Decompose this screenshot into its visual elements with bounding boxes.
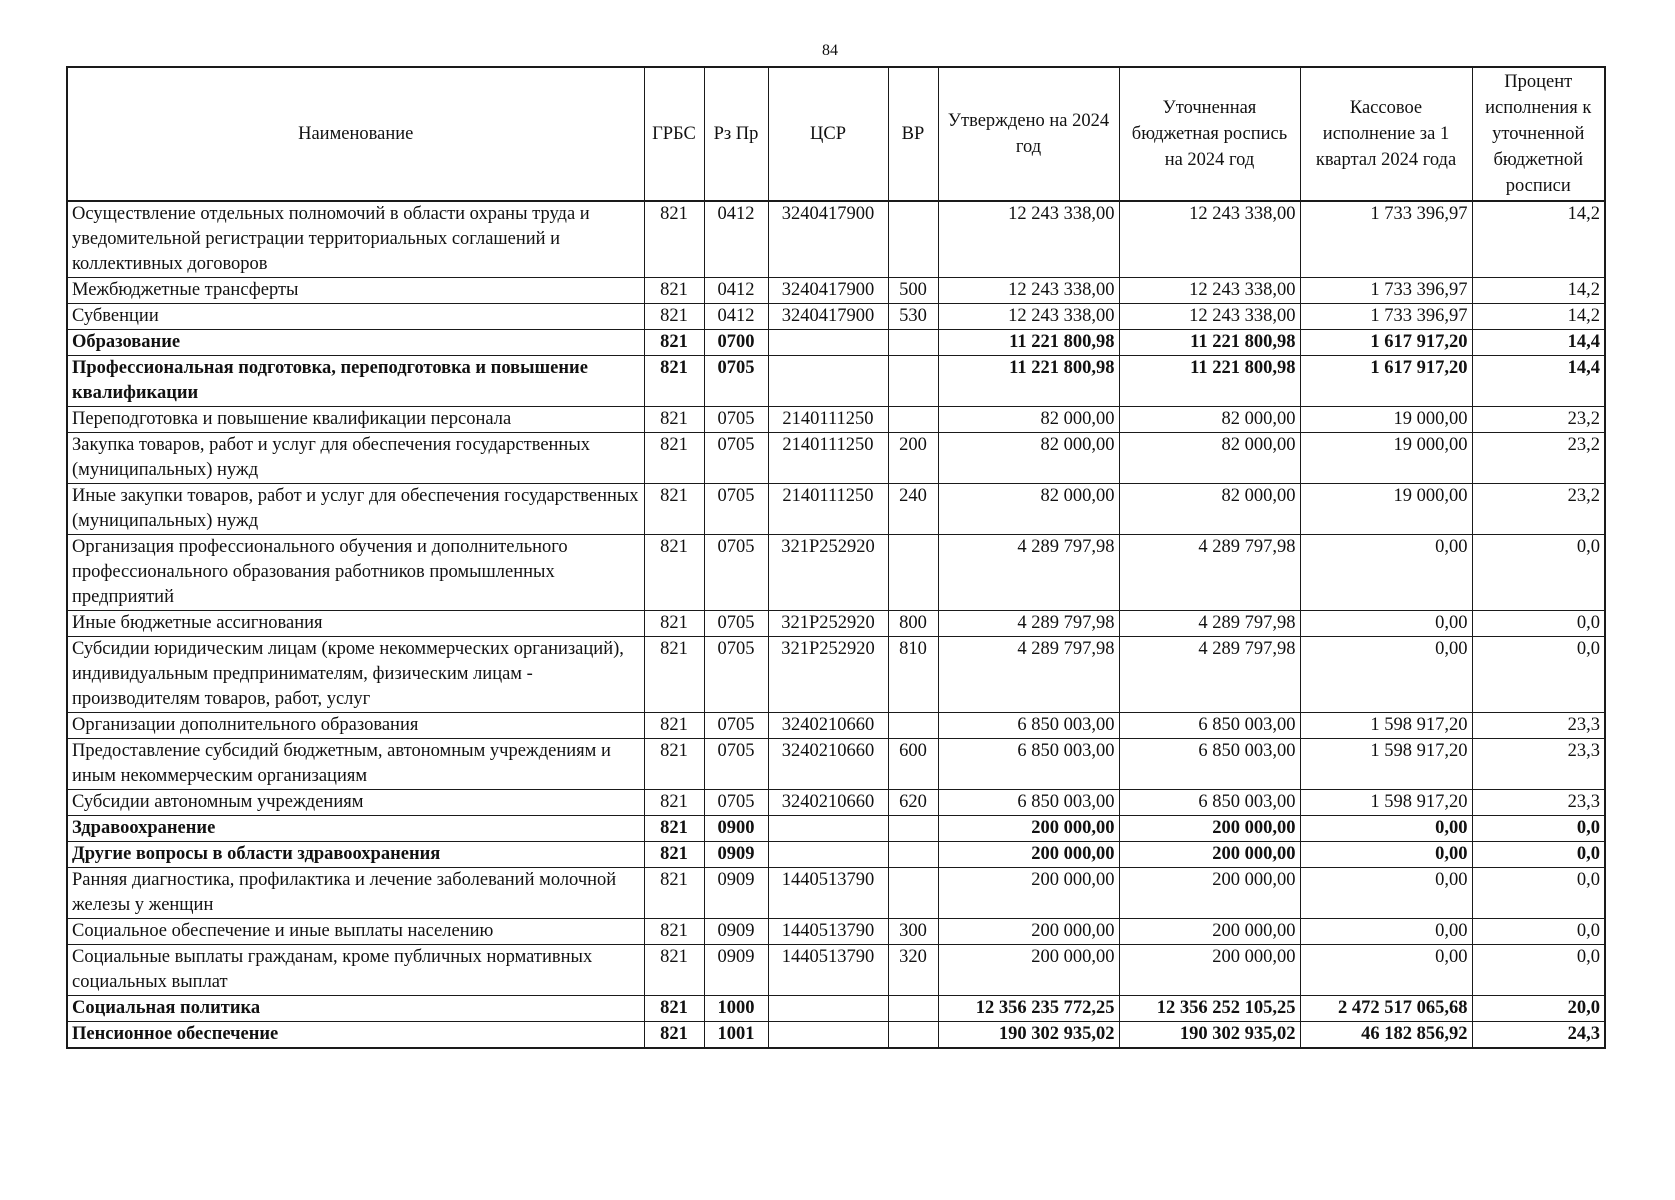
cell-csr: 321P252920 bbox=[768, 535, 888, 611]
cell-refined: 6 850 003,00 bbox=[1119, 790, 1300, 816]
cell-csr: 3240417900 bbox=[768, 304, 888, 330]
header-percent: Процент исполнения к уточненной бюджетной росписи bbox=[1472, 67, 1605, 201]
cell-percent: 14,2 bbox=[1472, 201, 1605, 278]
cell-csr: 321P252920 bbox=[768, 611, 888, 637]
cell-grbs: 821 bbox=[644, 278, 704, 304]
cell-percent: 23,3 bbox=[1472, 713, 1605, 739]
cell-grbs: 821 bbox=[644, 637, 704, 713]
table-body bbox=[67, 201, 1605, 1048]
cell-name: Иные бюджетные ассигнования bbox=[67, 611, 644, 637]
cell-grbs: 821 bbox=[644, 790, 704, 816]
cell-grbs: 821 bbox=[644, 996, 704, 1022]
table-header-row bbox=[67, 67, 1605, 201]
cell-csr bbox=[768, 996, 888, 1022]
cell-grbs: 821 bbox=[644, 945, 704, 996]
cell-vr bbox=[888, 868, 938, 919]
cell-approved: 12 356 235 772,25 bbox=[938, 996, 1119, 1022]
cell-csr: 3240417900 bbox=[768, 278, 888, 304]
cell-refined: 6 850 003,00 bbox=[1119, 739, 1300, 790]
cell-cash: 1 598 917,20 bbox=[1300, 713, 1472, 739]
cell-grbs: 821 bbox=[644, 484, 704, 535]
cell-name: Субсидии автономным учреждениям bbox=[67, 790, 644, 816]
table-row bbox=[67, 868, 1605, 919]
header-grbs: ГРБС bbox=[644, 67, 704, 201]
cell-csr: 321P252920 bbox=[768, 637, 888, 713]
cell-refined: 190 302 935,02 bbox=[1119, 1022, 1300, 1049]
cell-rzpr: 0412 bbox=[704, 304, 768, 330]
cell-refined: 200 000,00 bbox=[1119, 945, 1300, 996]
cell-cash: 19 000,00 bbox=[1300, 407, 1472, 433]
table-row bbox=[67, 739, 1605, 790]
cell-vr: 300 bbox=[888, 919, 938, 945]
cell-name: Субвенции bbox=[67, 304, 644, 330]
table-row bbox=[67, 816, 1605, 842]
cell-grbs: 821 bbox=[644, 330, 704, 356]
cell-cash: 0,00 bbox=[1300, 842, 1472, 868]
cell-rzpr: 0909 bbox=[704, 842, 768, 868]
cell-percent: 23,3 bbox=[1472, 790, 1605, 816]
cell-rzpr: 0909 bbox=[704, 945, 768, 996]
cell-cash: 0,00 bbox=[1300, 637, 1472, 713]
cell-approved: 12 243 338,00 bbox=[938, 304, 1119, 330]
table-row bbox=[67, 356, 1605, 407]
table-row bbox=[67, 919, 1605, 945]
cell-rzpr: 0909 bbox=[704, 919, 768, 945]
cell-percent: 20,0 bbox=[1472, 996, 1605, 1022]
cell-csr bbox=[768, 356, 888, 407]
cell-percent: 0,0 bbox=[1472, 945, 1605, 996]
cell-refined: 200 000,00 bbox=[1119, 842, 1300, 868]
cell-rzpr: 0705 bbox=[704, 535, 768, 611]
cell-refined: 200 000,00 bbox=[1119, 868, 1300, 919]
cell-approved: 4 289 797,98 bbox=[938, 637, 1119, 713]
cell-name: Образование bbox=[67, 330, 644, 356]
cell-percent: 14,4 bbox=[1472, 330, 1605, 356]
cell-vr bbox=[888, 713, 938, 739]
cell-grbs: 821 bbox=[644, 842, 704, 868]
cell-cash: 1 598 917,20 bbox=[1300, 739, 1472, 790]
cell-vr: 620 bbox=[888, 790, 938, 816]
cell-name: Другие вопросы в области здравоохранения bbox=[67, 842, 644, 868]
cell-name: Предоставление субсидий бюджетным, автономным учреждениям и иным некоммерческим организациям bbox=[67, 739, 644, 790]
cell-csr bbox=[768, 1022, 888, 1049]
cell-refined: 12 243 338,00 bbox=[1119, 201, 1300, 278]
cell-name: Закупка товаров, работ и услуг для обеспечения государственных (муниципальных) нужд bbox=[67, 433, 644, 484]
cell-csr: 1440513790 bbox=[768, 945, 888, 996]
cell-approved: 11 221 800,98 bbox=[938, 330, 1119, 356]
cell-name: Профессиональная подготовка, переподготовка и повышение квалификации bbox=[67, 356, 644, 407]
cell-percent: 0,0 bbox=[1472, 842, 1605, 868]
cell-rzpr: 0700 bbox=[704, 330, 768, 356]
cell-grbs: 821 bbox=[644, 919, 704, 945]
cell-cash: 1 733 396,97 bbox=[1300, 278, 1472, 304]
cell-refined: 6 850 003,00 bbox=[1119, 713, 1300, 739]
cell-vr bbox=[888, 535, 938, 611]
cell-cash: 1 598 917,20 bbox=[1300, 790, 1472, 816]
header-vr: ВР bbox=[888, 67, 938, 201]
cell-name: Межбюджетные трансферты bbox=[67, 278, 644, 304]
cell-name: Переподготовка и повышение квалификации персонала bbox=[67, 407, 644, 433]
cell-vr bbox=[888, 201, 938, 278]
cell-cash: 0,00 bbox=[1300, 816, 1472, 842]
cell-vr: 810 bbox=[888, 637, 938, 713]
cell-percent: 23,2 bbox=[1472, 433, 1605, 484]
cell-vr bbox=[888, 842, 938, 868]
cell-grbs: 821 bbox=[644, 816, 704, 842]
cell-grbs: 821 bbox=[644, 407, 704, 433]
cell-vr: 530 bbox=[888, 304, 938, 330]
cell-percent: 0,0 bbox=[1472, 816, 1605, 842]
cell-cash: 46 182 856,92 bbox=[1300, 1022, 1472, 1049]
cell-rzpr: 0705 bbox=[704, 407, 768, 433]
cell-name: Субсидии юридическим лицам (кроме некоммерческих организаций), индивидуальным предпринимателям, физическим лицам - производителям товаров, работ, услуг bbox=[67, 637, 644, 713]
cell-percent: 23,3 bbox=[1472, 739, 1605, 790]
cell-grbs: 821 bbox=[644, 713, 704, 739]
cell-refined: 4 289 797,98 bbox=[1119, 611, 1300, 637]
cell-vr: 320 bbox=[888, 945, 938, 996]
cell-approved: 200 000,00 bbox=[938, 919, 1119, 945]
cell-percent: 14,2 bbox=[1472, 278, 1605, 304]
table-row bbox=[67, 278, 1605, 304]
cell-name: Ранняя диагностика, профилактика и лечение заболеваний молочной железы у женщин bbox=[67, 868, 644, 919]
cell-vr bbox=[888, 816, 938, 842]
cell-percent: 0,0 bbox=[1472, 919, 1605, 945]
budget-table bbox=[66, 66, 1606, 1049]
cell-cash: 0,00 bbox=[1300, 868, 1472, 919]
cell-approved: 200 000,00 bbox=[938, 868, 1119, 919]
cell-grbs: 821 bbox=[644, 868, 704, 919]
cell-percent: 14,2 bbox=[1472, 304, 1605, 330]
cell-rzpr: 0705 bbox=[704, 790, 768, 816]
cell-rzpr: 1001 bbox=[704, 1022, 768, 1049]
cell-grbs: 821 bbox=[644, 304, 704, 330]
cell-name: Социальная политика bbox=[67, 996, 644, 1022]
cell-percent: 23,2 bbox=[1472, 407, 1605, 433]
cell-refined: 82 000,00 bbox=[1119, 484, 1300, 535]
cell-csr bbox=[768, 330, 888, 356]
cell-refined: 12 243 338,00 bbox=[1119, 278, 1300, 304]
cell-csr: 3240417900 bbox=[768, 201, 888, 278]
cell-name: Социальное обеспечение и иные выплаты населению bbox=[67, 919, 644, 945]
header-rzpr: Рз Пр bbox=[704, 67, 768, 201]
cell-name: Организация профессионального обучения и дополнительного профессионального образования работников промышленных предприятий bbox=[67, 535, 644, 611]
cell-rzpr: 0705 bbox=[704, 637, 768, 713]
cell-vr: 800 bbox=[888, 611, 938, 637]
cell-csr: 2140111250 bbox=[768, 433, 888, 484]
cell-refined: 4 289 797,98 bbox=[1119, 535, 1300, 611]
cell-grbs: 821 bbox=[644, 433, 704, 484]
cell-refined: 12 356 252 105,25 bbox=[1119, 996, 1300, 1022]
cell-percent: 0,0 bbox=[1472, 637, 1605, 713]
cell-refined: 12 243 338,00 bbox=[1119, 304, 1300, 330]
table-row bbox=[67, 330, 1605, 356]
table-row bbox=[67, 996, 1605, 1022]
cell-rzpr: 0900 bbox=[704, 816, 768, 842]
cell-approved: 6 850 003,00 bbox=[938, 739, 1119, 790]
cell-vr: 600 bbox=[888, 739, 938, 790]
table-row bbox=[67, 1022, 1605, 1049]
cell-cash: 19 000,00 bbox=[1300, 484, 1472, 535]
cell-csr: 3240210660 bbox=[768, 713, 888, 739]
header-approved: Утверждено на 2024 год bbox=[938, 67, 1119, 201]
table-row bbox=[67, 713, 1605, 739]
cell-rzpr: 0705 bbox=[704, 739, 768, 790]
cell-name: Социальные выплаты гражданам, кроме публичных нормативных социальных выплат bbox=[67, 945, 644, 996]
cell-refined: 200 000,00 bbox=[1119, 816, 1300, 842]
cell-rzpr: 1000 bbox=[704, 996, 768, 1022]
header-cash: Кассовое исполнение за 1 квартал 2024 года bbox=[1300, 67, 1472, 201]
cell-rzpr: 0705 bbox=[704, 484, 768, 535]
cell-approved: 200 000,00 bbox=[938, 945, 1119, 996]
table-row bbox=[67, 637, 1605, 713]
cell-csr: 1440513790 bbox=[768, 868, 888, 919]
table-row bbox=[67, 611, 1605, 637]
cell-percent: 0,0 bbox=[1472, 868, 1605, 919]
cell-name: Здравоохранение bbox=[67, 816, 644, 842]
cell-refined: 200 000,00 bbox=[1119, 919, 1300, 945]
cell-approved: 82 000,00 bbox=[938, 484, 1119, 535]
table-row bbox=[67, 842, 1605, 868]
cell-approved: 4 289 797,98 bbox=[938, 535, 1119, 611]
cell-approved: 190 302 935,02 bbox=[938, 1022, 1119, 1049]
cell-cash: 1 733 396,97 bbox=[1300, 304, 1472, 330]
cell-cash: 0,00 bbox=[1300, 919, 1472, 945]
cell-rzpr: 0705 bbox=[704, 356, 768, 407]
page-number: 84 bbox=[822, 42, 838, 59]
cell-rzpr: 0909 bbox=[704, 868, 768, 919]
cell-rzpr: 0412 bbox=[704, 278, 768, 304]
cell-vr bbox=[888, 1022, 938, 1049]
cell-approved: 6 850 003,00 bbox=[938, 790, 1119, 816]
cell-cash: 0,00 bbox=[1300, 945, 1472, 996]
cell-csr bbox=[768, 816, 888, 842]
table-row bbox=[67, 790, 1605, 816]
cell-vr: 500 bbox=[888, 278, 938, 304]
cell-grbs: 821 bbox=[644, 356, 704, 407]
cell-cash: 1 733 396,97 bbox=[1300, 201, 1472, 278]
cell-approved: 12 243 338,00 bbox=[938, 278, 1119, 304]
cell-cash: 1 617 917,20 bbox=[1300, 330, 1472, 356]
cell-vr: 240 bbox=[888, 484, 938, 535]
cell-refined: 11 221 800,98 bbox=[1119, 356, 1300, 407]
cell-refined: 82 000,00 bbox=[1119, 433, 1300, 484]
cell-grbs: 821 bbox=[644, 1022, 704, 1049]
cell-grbs: 821 bbox=[644, 201, 704, 278]
cell-refined: 4 289 797,98 bbox=[1119, 637, 1300, 713]
cell-name: Иные закупки товаров, работ и услуг для обеспечения государственных (муниципальных) нужд bbox=[67, 484, 644, 535]
cell-vr bbox=[888, 407, 938, 433]
cell-rzpr: 0412 bbox=[704, 201, 768, 278]
cell-vr bbox=[888, 330, 938, 356]
cell-approved: 82 000,00 bbox=[938, 407, 1119, 433]
table-row bbox=[67, 484, 1605, 535]
cell-csr: 3240210660 bbox=[768, 739, 888, 790]
cell-percent: 23,2 bbox=[1472, 484, 1605, 535]
cell-rzpr: 0705 bbox=[704, 611, 768, 637]
cell-percent: 0,0 bbox=[1472, 611, 1605, 637]
cell-cash: 0,00 bbox=[1300, 611, 1472, 637]
cell-vr bbox=[888, 356, 938, 407]
cell-approved: 4 289 797,98 bbox=[938, 611, 1119, 637]
cell-grbs: 821 bbox=[644, 739, 704, 790]
table-row bbox=[67, 535, 1605, 611]
cell-cash: 1 617 917,20 bbox=[1300, 356, 1472, 407]
header-refined: Уточненная бюджетная роспись на 2024 год bbox=[1119, 67, 1300, 201]
cell-percent: 14,4 bbox=[1472, 356, 1605, 407]
table-row bbox=[67, 945, 1605, 996]
cell-vr bbox=[888, 996, 938, 1022]
cell-csr bbox=[768, 842, 888, 868]
cell-cash: 2 472 517 065,68 bbox=[1300, 996, 1472, 1022]
cell-percent: 24,3 bbox=[1472, 1022, 1605, 1049]
header-name: Наименование bbox=[67, 67, 644, 201]
cell-rzpr: 0705 bbox=[704, 713, 768, 739]
cell-vr: 200 bbox=[888, 433, 938, 484]
cell-refined: 82 000,00 bbox=[1119, 407, 1300, 433]
cell-approved: 200 000,00 bbox=[938, 816, 1119, 842]
cell-name: Пенсионное обеспечение bbox=[67, 1022, 644, 1049]
cell-approved: 12 243 338,00 bbox=[938, 201, 1119, 278]
cell-cash: 19 000,00 bbox=[1300, 433, 1472, 484]
cell-percent: 0,0 bbox=[1472, 535, 1605, 611]
header-csr: ЦСР bbox=[768, 67, 888, 201]
table-row bbox=[67, 201, 1605, 278]
table-row bbox=[67, 433, 1605, 484]
table-row bbox=[67, 407, 1605, 433]
cell-grbs: 821 bbox=[644, 611, 704, 637]
cell-approved: 11 221 800,98 bbox=[938, 356, 1119, 407]
cell-csr: 1440513790 bbox=[768, 919, 888, 945]
table-row bbox=[67, 304, 1605, 330]
cell-approved: 6 850 003,00 bbox=[938, 713, 1119, 739]
cell-rzpr: 0705 bbox=[704, 433, 768, 484]
cell-csr: 3240210660 bbox=[768, 790, 888, 816]
cell-approved: 82 000,00 bbox=[938, 433, 1119, 484]
cell-name: Осуществление отдельных полномочий в области охраны труда и уведомительной регистрации территориальных соглашений и коллективных договоров bbox=[67, 201, 644, 278]
cell-name: Организации дополнительного образования bbox=[67, 713, 644, 739]
cell-refined: 11 221 800,98 bbox=[1119, 330, 1300, 356]
cell-csr: 2140111250 bbox=[768, 484, 888, 535]
cell-csr: 2140111250 bbox=[768, 407, 888, 433]
cell-approved: 200 000,00 bbox=[938, 842, 1119, 868]
cell-cash: 0,00 bbox=[1300, 535, 1472, 611]
cell-grbs: 821 bbox=[644, 535, 704, 611]
